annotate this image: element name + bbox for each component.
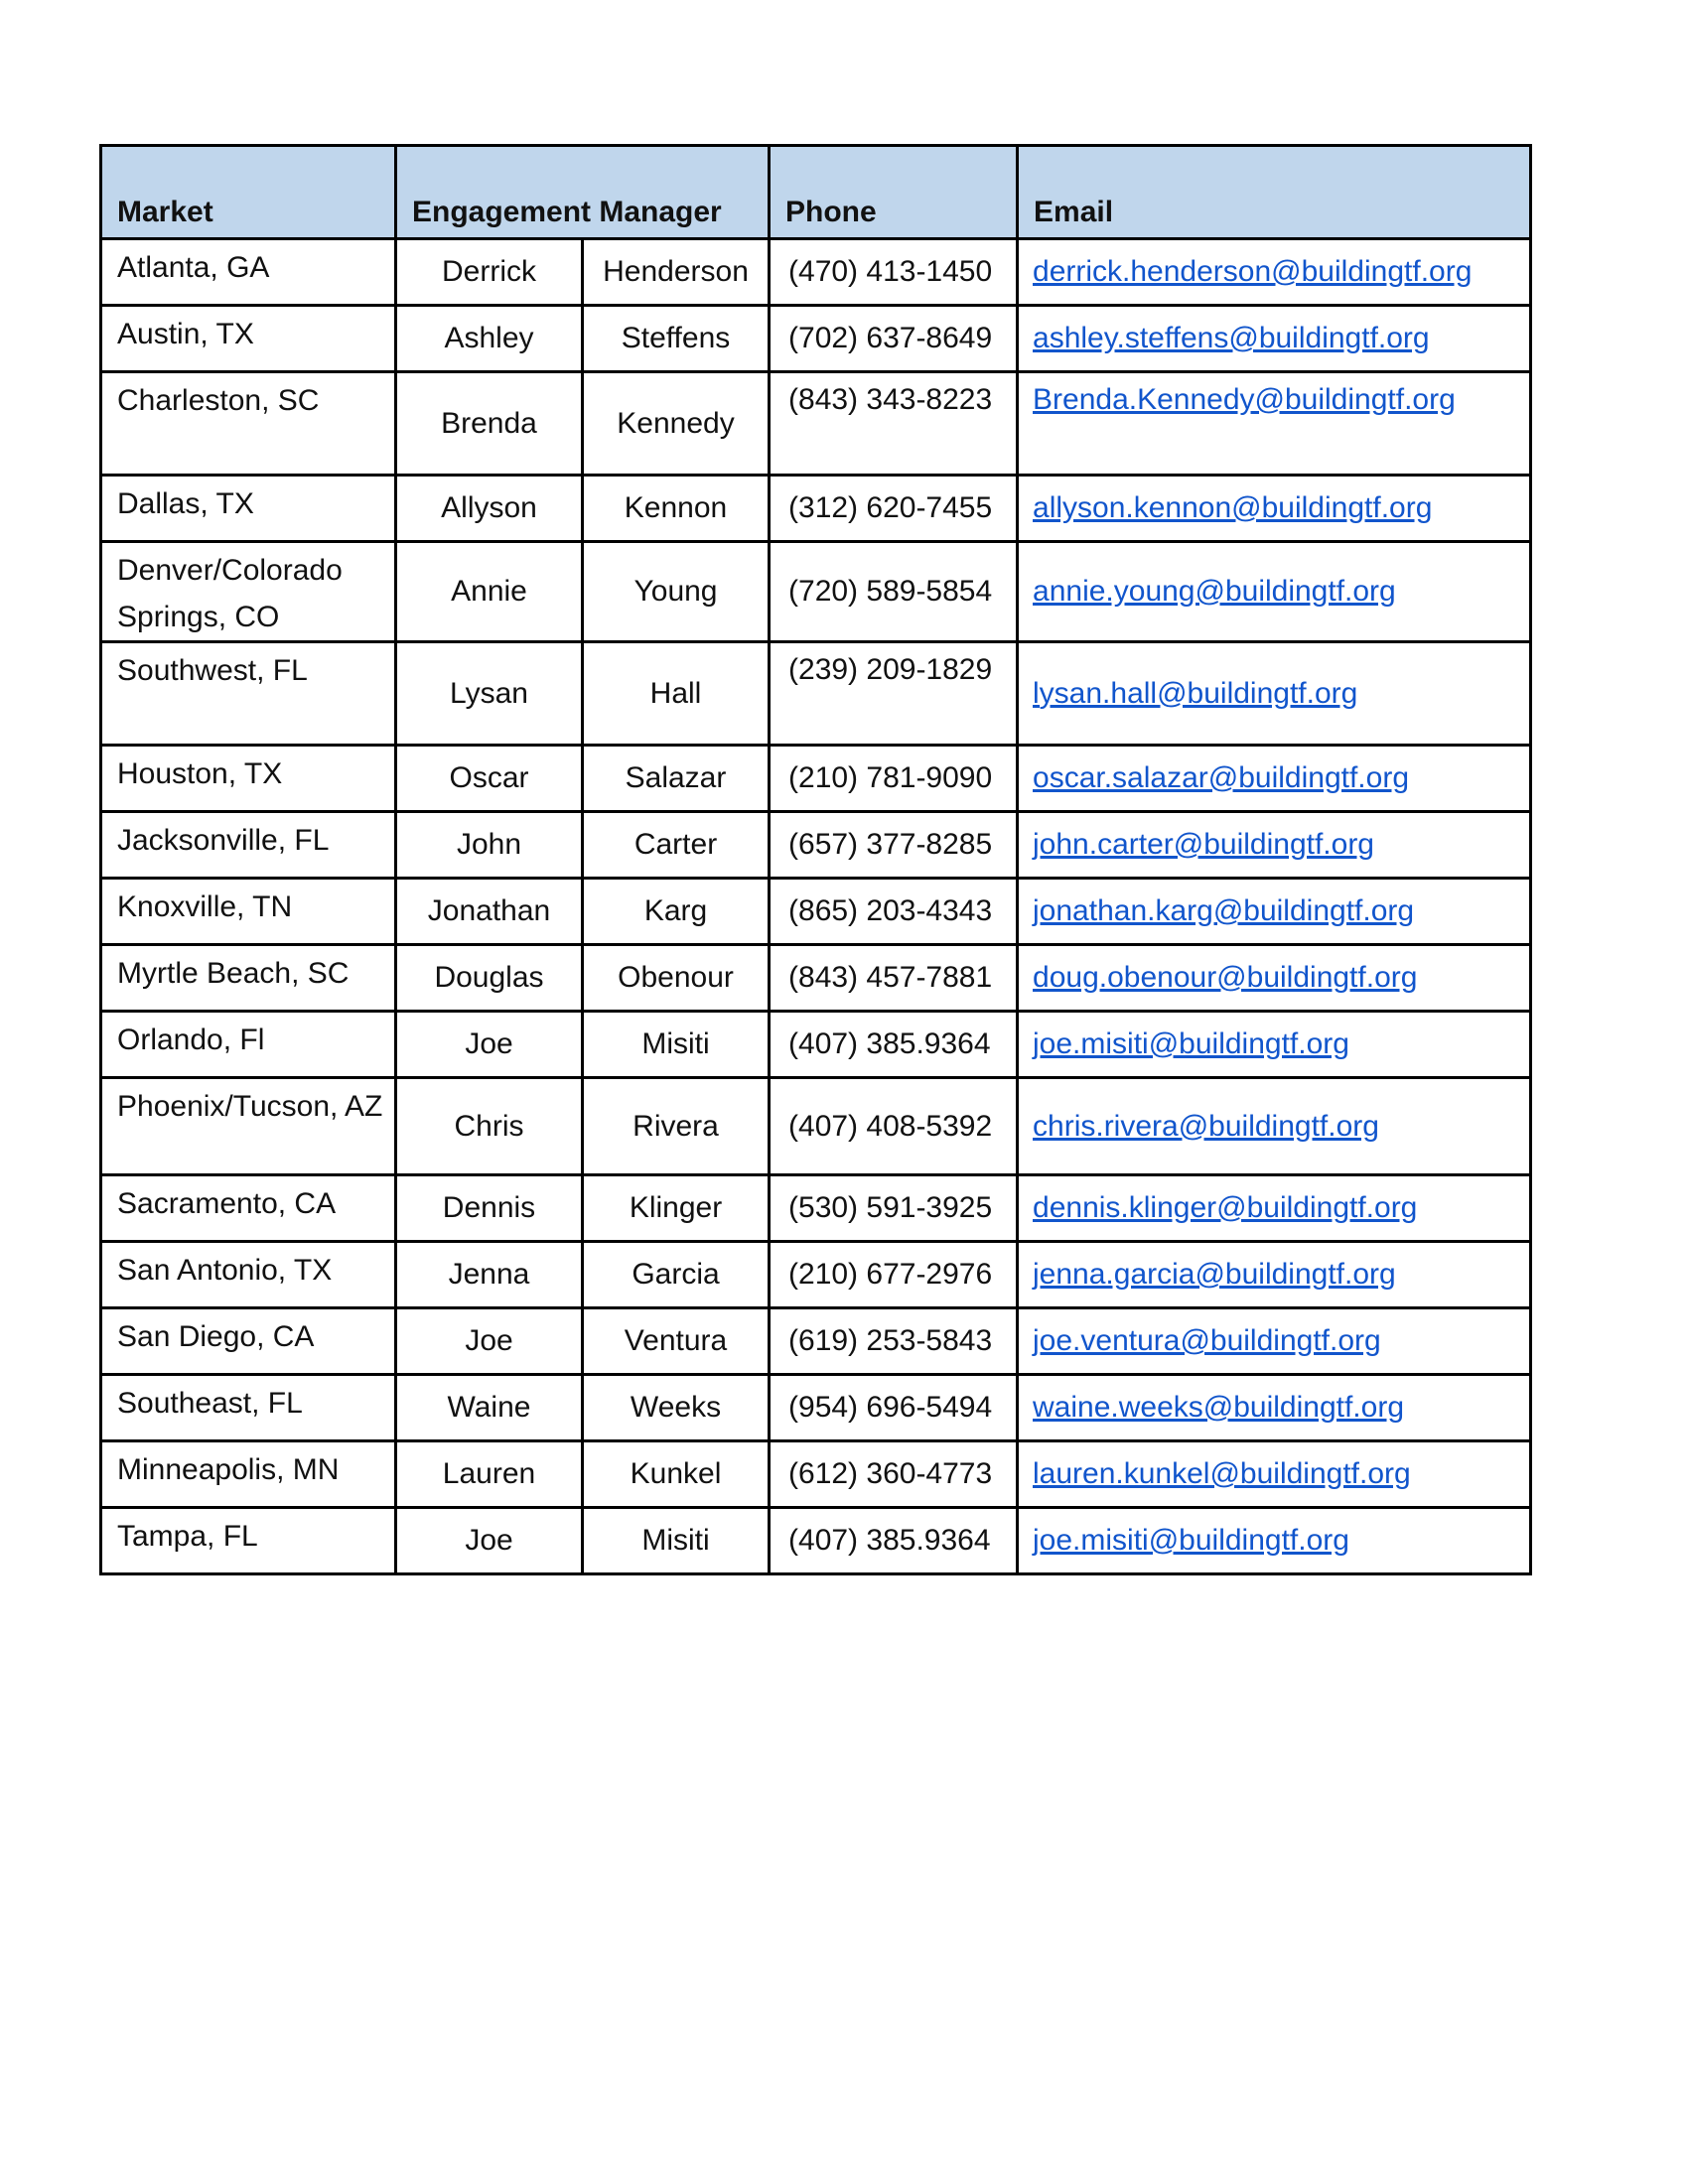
table-row — [101, 1308, 1531, 1375]
table-row — [101, 812, 1531, 879]
first-name-cell: Lysan — [396, 642, 583, 746]
phone-cell: (702) 637-8649 — [770, 306, 1018, 372]
last-name-cell: Kennon — [583, 476, 770, 542]
last-name-cell: Obenour — [583, 945, 770, 1012]
first-name-cell: Oscar — [396, 746, 583, 812]
email-cell — [1018, 1012, 1531, 1078]
market-cell: Southwest, FL — [101, 642, 396, 746]
first-name-cell: Jonathan — [396, 879, 583, 945]
last-name-cell: Henderson — [583, 239, 770, 306]
first-name-cell: Joe — [396, 1508, 583, 1574]
first-name-cell: Brenda — [396, 372, 583, 476]
last-name-cell: Karg — [583, 879, 770, 945]
market-cell: Houston, TX — [101, 746, 396, 812]
market-cell: Jacksonville, FL — [101, 812, 396, 879]
phone-cell: (470) 413-1450 — [770, 239, 1018, 306]
email-cell — [1018, 306, 1531, 372]
market-cell: Orlando, Fl — [101, 1012, 396, 1078]
phone-cell: (843) 457-7881 — [770, 945, 1018, 1012]
last-name-cell: Kunkel — [583, 1441, 770, 1508]
table-row — [101, 239, 1531, 306]
first-name-cell: Jenna — [396, 1242, 583, 1308]
last-name-cell: Weeks — [583, 1375, 770, 1441]
table-row — [101, 306, 1531, 372]
last-name-cell: Salazar — [583, 746, 770, 812]
email-cell — [1018, 1441, 1531, 1508]
market-cell: Myrtle Beach, SC — [101, 945, 396, 1012]
phone-cell: (619) 253-5843 — [770, 1308, 1018, 1375]
email-cell — [1018, 1175, 1531, 1242]
email-link[interactable]: jonathan.karg@buildingtf.org — [1033, 894, 1415, 927]
email-cell — [1018, 476, 1531, 542]
phone-cell: (843) 343-8223 — [770, 372, 1018, 476]
phone-cell: (210) 781-9090 — [770, 746, 1018, 812]
email-link[interactable]: ashley.steffens@buildingtf.org — [1033, 322, 1430, 354]
table-row — [101, 372, 1531, 476]
email-cell — [1018, 1375, 1531, 1441]
table-row — [101, 1508, 1531, 1574]
phone-cell: (612) 360-4773 — [770, 1441, 1018, 1508]
header-engagement-manager: Engagement Manager — [396, 146, 770, 239]
phone-cell: (530) 591-3925 — [770, 1175, 1018, 1242]
first-name-cell: Ashley — [396, 306, 583, 372]
last-name-cell: Klinger — [583, 1175, 770, 1242]
email-link[interactable]: waine.weeks@buildingtf.org — [1033, 1391, 1405, 1424]
last-name-cell: Ventura — [583, 1308, 770, 1375]
phone-cell: (657) 377-8285 — [770, 812, 1018, 879]
email-cell — [1018, 1242, 1531, 1308]
market-cell: Sacramento, CA — [101, 1175, 396, 1242]
first-name-cell: Dennis — [396, 1175, 583, 1242]
market-cell: Charleston, SC — [101, 372, 396, 476]
email-link[interactable]: annie.young@buildingtf.org — [1033, 575, 1396, 608]
email-link[interactable]: chris.rivera@buildingtf.org — [1033, 1109, 1379, 1143]
first-name-cell: Joe — [396, 1308, 583, 1375]
email-cell — [1018, 1508, 1531, 1574]
phone-cell: (239) 209-1829 — [770, 642, 1018, 746]
header-row — [101, 146, 1531, 239]
email-link[interactable]: derrick.henderson@buildingtf.org — [1033, 255, 1473, 288]
first-name-cell: Annie — [396, 542, 583, 642]
contact-table — [99, 144, 1532, 1575]
email-link[interactable]: joe.ventura@buildingtf.org — [1033, 1324, 1381, 1357]
email-cell — [1018, 1308, 1531, 1375]
first-name-cell: Allyson — [396, 476, 583, 542]
phone-cell: (407) 385.9364 — [770, 1508, 1018, 1574]
first-name-cell: Waine — [396, 1375, 583, 1441]
email-link[interactable]: oscar.salazar@buildingtf.org — [1033, 761, 1409, 794]
phone-cell: (954) 696-5494 — [770, 1375, 1018, 1441]
phone-cell: (720) 589-5854 — [770, 542, 1018, 642]
email-cell — [1018, 945, 1531, 1012]
first-name-cell: Lauren — [396, 1441, 583, 1508]
last-name-cell: Steffens — [583, 306, 770, 372]
email-link[interactable]: Brenda.Kennedy@buildingtf.org — [1033, 383, 1456, 416]
market-cell: Atlanta, GA — [101, 239, 396, 306]
market-cell: San Antonio, TX — [101, 1242, 396, 1308]
table-row — [101, 1012, 1531, 1078]
market-cell: Minneapolis, MN — [101, 1441, 396, 1508]
table-row — [101, 1375, 1531, 1441]
table-row — [101, 945, 1531, 1012]
email-link[interactable]: doug.obenour@buildingtf.org — [1033, 961, 1418, 994]
table-row — [101, 1175, 1531, 1242]
header-email: Email — [1018, 146, 1531, 239]
email-cell — [1018, 1078, 1531, 1175]
email-link[interactable]: john.carter@buildingtf.org — [1033, 828, 1374, 861]
market-cell: Phoenix/Tucson, AZ — [101, 1078, 396, 1175]
email-link[interactable]: lauren.kunkel@buildingtf.org — [1033, 1457, 1411, 1490]
table-body — [101, 239, 1531, 1574]
first-name-cell: Douglas — [396, 945, 583, 1012]
table-row — [101, 642, 1531, 746]
market-cell: Austin, TX — [101, 306, 396, 372]
last-name-cell: Kennedy — [583, 372, 770, 476]
email-link[interactable]: jenna.garcia@buildingtf.org — [1033, 1258, 1396, 1291]
phone-cell: (407) 408-5392 — [770, 1078, 1018, 1175]
email-cell — [1018, 746, 1531, 812]
last-name-cell: Garcia — [583, 1242, 770, 1308]
table-row — [101, 542, 1531, 642]
market-cell: Knoxville, TN — [101, 879, 396, 945]
table-row — [101, 1078, 1531, 1175]
email-link[interactable]: dennis.klinger@buildingtf.org — [1033, 1191, 1418, 1224]
market-cell: Denver/Colorado Springs, CO — [101, 542, 396, 642]
phone-cell: (312) 620-7455 — [770, 476, 1018, 542]
email-link[interactable]: joe.misiti@buildingtf.org — [1033, 1524, 1349, 1557]
email-cell — [1018, 879, 1531, 945]
first-name-cell: John — [396, 812, 583, 879]
email-cell — [1018, 372, 1531, 476]
email-cell — [1018, 542, 1531, 642]
table-row — [101, 1242, 1531, 1308]
table-row — [101, 476, 1531, 542]
market-cell: San Diego, CA — [101, 1308, 396, 1375]
phone-cell: (210) 677-2976 — [770, 1242, 1018, 1308]
last-name-cell: Carter — [583, 812, 770, 879]
email-cell — [1018, 642, 1531, 746]
table-row — [101, 1441, 1531, 1508]
email-cell — [1018, 239, 1531, 306]
email-link[interactable]: lysan.hall@buildingtf.org — [1033, 676, 1358, 710]
email-link[interactable]: joe.misiti@buildingtf.org — [1033, 1027, 1349, 1060]
header-phone: Phone — [770, 146, 1018, 239]
email-cell — [1018, 812, 1531, 879]
last-name-cell: Hall — [583, 642, 770, 746]
first-name-cell: Chris — [396, 1078, 583, 1175]
header-market: Market — [101, 146, 396, 239]
table-row — [101, 746, 1531, 812]
last-name-cell: Young — [583, 542, 770, 642]
first-name-cell: Derrick — [396, 239, 583, 306]
phone-cell: (865) 203-4343 — [770, 879, 1018, 945]
email-link[interactable]: allyson.kennon@buildingtf.org — [1033, 491, 1433, 524]
last-name-cell: Misiti — [583, 1508, 770, 1574]
table-row — [101, 879, 1531, 945]
market-cell: Southeast, FL — [101, 1375, 396, 1441]
first-name-cell: Joe — [396, 1012, 583, 1078]
last-name-cell: Rivera — [583, 1078, 770, 1175]
phone-cell: (407) 385.9364 — [770, 1012, 1018, 1078]
market-cell: Tampa, FL — [101, 1508, 396, 1574]
market-cell: Dallas, TX — [101, 476, 396, 542]
last-name-cell: Misiti — [583, 1012, 770, 1078]
